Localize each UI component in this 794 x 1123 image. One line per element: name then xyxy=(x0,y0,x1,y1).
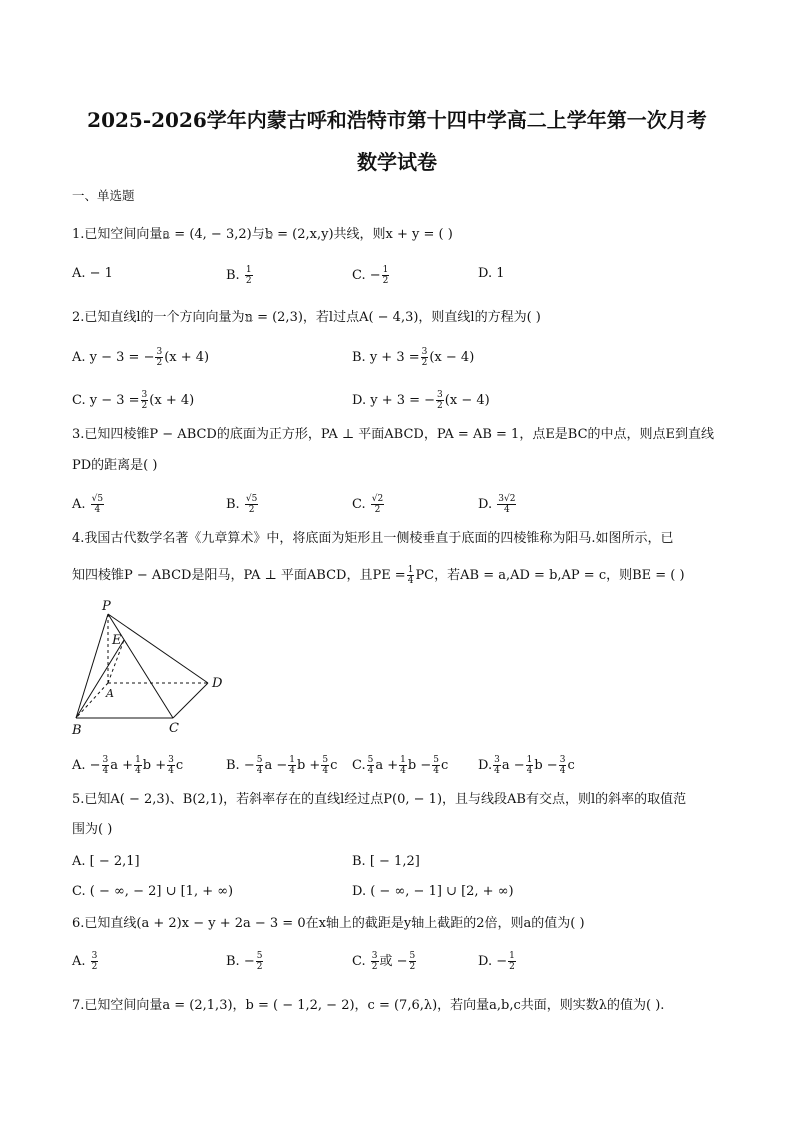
denominator: 4 xyxy=(135,766,141,776)
fraction xyxy=(155,347,163,368)
option-text: a − xyxy=(501,758,525,773)
numerator: 1 xyxy=(400,755,406,765)
fraction xyxy=(508,951,516,972)
vertex-label-A: A xyxy=(106,687,114,700)
numerator: 1 xyxy=(382,265,389,275)
numerator: 1 xyxy=(245,265,252,275)
option-text: B. − xyxy=(226,758,255,773)
q5-option-c: C. ( − ∞, − 2] ∪ [1, + ∞) xyxy=(72,884,234,899)
option-text: D. y + 3 = − xyxy=(352,393,436,408)
option-text: b − xyxy=(407,758,432,773)
option-text: (x + 4) xyxy=(164,350,210,365)
question-3-line-1: 3.已知四棱锥P − ABCD的底面为正方形，PA ⊥ 平面ABCD，PA = AB = 1，点E是BC的中点，则点E到直线 xyxy=(72,427,715,442)
fraction xyxy=(91,494,104,515)
q1-stem-part: 1.已知空间向量 xyxy=(72,227,163,242)
denominator: 2 xyxy=(156,358,163,368)
question-4-line-2 xyxy=(72,565,685,586)
fraction xyxy=(407,565,415,586)
edge-PB xyxy=(76,614,108,718)
q1-option-a: A. − 1 xyxy=(72,266,113,281)
option-text: (x − 4) xyxy=(429,350,475,365)
edge-CD xyxy=(173,683,208,718)
option-text: a + xyxy=(375,758,399,773)
q6-option-a xyxy=(72,951,99,972)
q1-stem-part: a = (4, − 3,2)与 xyxy=(162,227,265,242)
denominator: 4 xyxy=(367,766,374,776)
q3-option-a xyxy=(72,494,105,515)
vertex-label-B: B xyxy=(72,723,82,738)
option-label: B. xyxy=(226,497,240,512)
vertex-label-D: D xyxy=(212,676,223,691)
q2-option-d xyxy=(352,390,490,411)
q3-option-c xyxy=(352,494,385,515)
question-1-stem xyxy=(72,226,453,244)
q5-option-a: A. [ − 2,1] xyxy=(72,854,140,869)
numerator: 3 xyxy=(494,755,500,765)
numerator: 1 xyxy=(526,755,533,765)
exam-subtitle: 数学试卷 xyxy=(357,150,437,174)
q3-option-b xyxy=(226,494,259,515)
question-2-stem xyxy=(72,309,541,327)
option-text: c xyxy=(567,758,575,773)
exam-title: 2025-2026学年内蒙古呼和浩特市第十四中学高二上学年第一次月考 xyxy=(87,108,707,132)
fraction xyxy=(102,755,110,776)
fraction xyxy=(91,951,99,972)
option-text: a − xyxy=(264,758,288,773)
q4-option-d xyxy=(478,755,575,776)
q4-option-a xyxy=(72,755,183,776)
fraction xyxy=(288,755,296,776)
fraction xyxy=(493,755,501,776)
numerator: 3 xyxy=(141,390,148,400)
fraction xyxy=(245,494,258,515)
denominator: 2 xyxy=(509,962,515,972)
q6-option-b xyxy=(226,951,264,972)
fraction xyxy=(245,265,253,286)
denominator: 4 xyxy=(322,766,329,776)
denominator: 2 xyxy=(245,276,252,286)
numerator: 5 xyxy=(256,755,263,765)
option-label: B. − xyxy=(226,954,255,969)
fraction xyxy=(432,755,440,776)
fraction xyxy=(134,755,142,776)
q4-option-b xyxy=(226,755,337,776)
numerator: 1 xyxy=(407,565,414,575)
denominator: 2 xyxy=(374,505,381,515)
fraction xyxy=(409,951,417,972)
option-label: D. xyxy=(478,497,493,512)
fraction xyxy=(141,390,149,411)
q4-stem-part: PC，若AB = a,AD = b,AP = c，则BE = ( ) xyxy=(415,568,685,583)
denominator: 4 xyxy=(559,766,566,776)
denominator: 2 xyxy=(248,505,255,515)
q3-option-d xyxy=(478,494,517,515)
option-text: D. xyxy=(478,758,493,773)
fraction xyxy=(421,347,429,368)
numerator: 3 xyxy=(168,755,174,765)
q4-stem-part: 知四棱锥P − ABCD是阳马，PA ⊥ 平面ABCD，且PE = xyxy=(72,568,406,583)
denominator: 4 xyxy=(407,576,414,586)
fraction xyxy=(497,494,516,515)
denominator: 4 xyxy=(494,766,500,776)
question-3-line-2: PD的距离是( ) xyxy=(72,458,158,473)
q4-option-c xyxy=(352,755,448,776)
q1-option-c xyxy=(352,265,390,286)
fraction xyxy=(321,755,329,776)
q2-option-b xyxy=(352,347,474,368)
denominator: 4 xyxy=(526,766,533,776)
option-text: b + xyxy=(142,758,167,773)
option-text: c xyxy=(440,758,449,773)
edge-BE xyxy=(76,640,124,718)
q1-stem-part: b = (2,x,y)共线，则x + y = ( ) xyxy=(264,227,453,242)
numerator: 3 xyxy=(437,390,443,400)
denominator: 2 xyxy=(91,962,98,972)
edge-PC xyxy=(108,614,173,718)
q2-stem-part: n = (2,3)，若l过点A( − 4,3)，则直线l的方程为( ) xyxy=(244,310,541,325)
numerator: 5 xyxy=(367,755,374,765)
denominator: 2 xyxy=(141,401,148,411)
numerator: 3√2 xyxy=(498,494,516,504)
q2-option-c xyxy=(72,390,194,411)
option-text: c xyxy=(175,758,184,773)
vertex-label-C: C xyxy=(169,721,179,736)
numerator: √2 xyxy=(371,494,384,504)
numerator: 3 xyxy=(156,347,163,357)
denominator: 2 xyxy=(371,962,378,972)
option-text: C. xyxy=(352,758,366,773)
question-5-line-2: 围为( ) xyxy=(72,822,113,837)
option-text: a + xyxy=(110,758,134,773)
section-heading: 一、单选题 xyxy=(72,188,135,203)
option-text: b + xyxy=(296,758,321,773)
question-5-line-1: 5.已知A( − 2,3)、B(2,1)，若斜率存在的直线l经过点P(0, − 1)，且与线段AB有交点，则l的斜率的取值范 xyxy=(72,792,687,807)
option-text: b − xyxy=(534,758,558,773)
option-label: D. − xyxy=(478,954,508,969)
option-label: A. xyxy=(72,954,86,969)
vertex-label-E: E xyxy=(112,633,122,648)
question-6-stem: 6.已知直线(a + 2)x − y + 2a − 3 = 0在x轴上的截距是y轴上截距的2倍，则a的值为( ) xyxy=(72,916,585,931)
numerator: √5 xyxy=(91,494,104,504)
option-text: C. y − 3 = xyxy=(72,393,140,408)
fraction xyxy=(382,265,390,286)
denominator: 2 xyxy=(437,401,443,411)
edge-PD xyxy=(108,614,208,683)
numerator: 5 xyxy=(409,951,416,961)
option-text: B. y + 3 = xyxy=(352,350,420,365)
numerator: 5 xyxy=(433,755,439,765)
fraction xyxy=(371,951,379,972)
denominator: 4 xyxy=(168,766,174,776)
option-text: (x − 4) xyxy=(444,393,490,408)
fraction xyxy=(256,951,264,972)
q1-option-b xyxy=(226,265,254,286)
denominator: 4 xyxy=(503,505,510,515)
numerator: 5 xyxy=(256,951,263,961)
numerator: 3 xyxy=(91,951,98,961)
numerator: 1 xyxy=(509,951,515,961)
denominator: 2 xyxy=(382,276,389,286)
option-text: (x + 4) xyxy=(149,393,195,408)
numerator: 3 xyxy=(102,755,109,765)
fraction xyxy=(526,755,534,776)
numerator: 1 xyxy=(135,755,141,765)
fraction xyxy=(256,755,264,776)
option-text: c xyxy=(330,758,338,773)
edge-AB xyxy=(76,683,108,718)
option-text: A. − xyxy=(72,758,101,773)
fraction xyxy=(559,755,567,776)
fraction xyxy=(399,755,407,776)
numerator: 3 xyxy=(371,951,378,961)
denominator: 4 xyxy=(400,766,406,776)
fraction xyxy=(371,494,384,515)
option-text: A. y − 3 = − xyxy=(72,350,155,365)
vertex-label-P: P xyxy=(102,599,111,614)
fraction xyxy=(367,755,375,776)
q2-option-a xyxy=(72,347,209,368)
option-label: C. xyxy=(352,954,366,969)
q5-option-b: B. [ − 1,2] xyxy=(352,854,420,869)
pyramid-figure xyxy=(68,598,238,738)
numerator: 3 xyxy=(421,347,428,357)
option-label: C. − xyxy=(352,268,381,283)
denominator: 4 xyxy=(94,505,101,515)
fraction xyxy=(167,755,175,776)
denominator: 2 xyxy=(421,358,428,368)
denominator: 4 xyxy=(433,766,439,776)
denominator: 4 xyxy=(289,766,295,776)
q2-stem-part: 2.已知直线l的一个方向向量为 xyxy=(72,310,245,325)
q1-option-d: D. 1 xyxy=(478,266,505,281)
q5-option-d: D. ( − ∞, − 1] ∪ [2, + ∞) xyxy=(352,884,514,899)
numerator: 5 xyxy=(322,755,329,765)
numerator: √5 xyxy=(245,494,258,504)
numerator: 1 xyxy=(289,755,295,765)
q6-option-d xyxy=(478,951,517,972)
fraction xyxy=(436,390,444,411)
question-4-line-1: 4.我国古代数学名著《九章算术》中，将底面为矩形且一侧棱垂直于底面的四棱锥称为阳马.如图所示，已 xyxy=(72,531,674,546)
q6-option-c xyxy=(352,951,417,972)
denominator: 2 xyxy=(256,962,263,972)
option-label: B. xyxy=(226,268,240,283)
option-label: A. xyxy=(72,497,86,512)
denominator: 4 xyxy=(102,766,109,776)
option-label: C. xyxy=(352,497,366,512)
option-text: 或 − xyxy=(379,954,408,969)
denominator: 4 xyxy=(256,766,263,776)
denominator: 2 xyxy=(409,962,416,972)
numerator: 3 xyxy=(559,755,566,765)
question-7-stem: 7.已知空间向量a = (2,1,3)，b = ( − 1,2, − 2)，c = (7,6,λ)，若向量a,b,c共面，则实数λ的值为( ). xyxy=(72,998,665,1013)
